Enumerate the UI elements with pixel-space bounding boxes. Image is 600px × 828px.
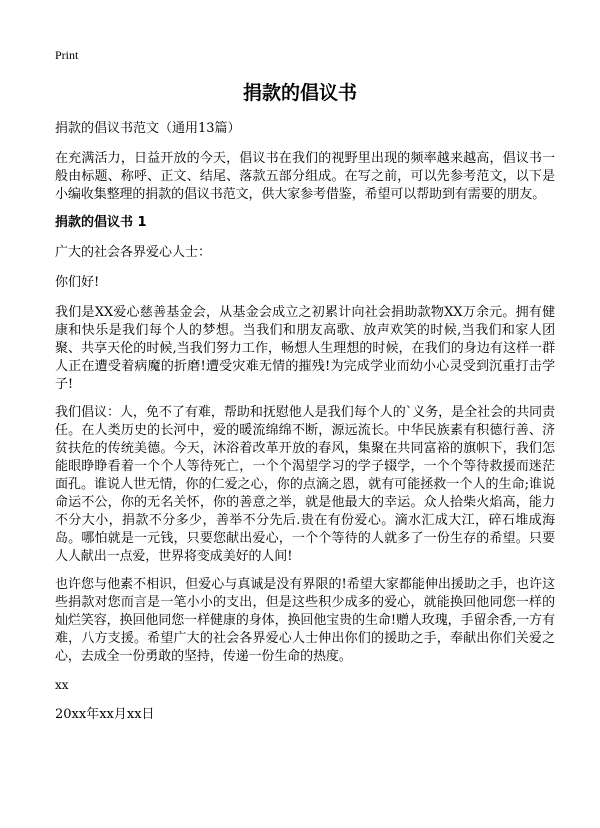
body-paragraph: 也许您与他素不相识，但爱心与真诚是没有界限的!希望大家都能伸出援助之手，也许这些捐款对您而言是一笔小小的支出，但是这些积少成多的爱心，就能换回他同您一样的灿烂笑容，换回他同您一样健康的身体，换回他宝贵的生命!赠人玫瑰，手留余香,一方有难，八方支援。希望广大的社会各界爱心人士伸出你们的援助之手，奉献出你们关爱之心，去成全一份勇敢的坚持，传递一份生命的热度。 — [55, 577, 555, 664]
intro-paragraph: 在充满活力，日益开放的今天，倡议书在我们的视野里出现的频率越来越高，倡议书一般由标题、称呼、正文、结尾、落款五部分组成。在写之前，可以先参考范文，以下是小编收集整理的捐款的倡议书范文，供大家参考借鉴，希望可以帮助到有需要的朋友。 — [55, 151, 555, 202]
signature: xx — [55, 678, 69, 692]
section-heading: 捐款的倡议书 1 — [55, 215, 147, 230]
body-paragraph: 我们倡议：人，免不了有难，帮助和抚慰他人是我们每个人的`义务，是全社会的共同责任。在人类历史的长河中，爱的暖流绵绵不断，源远流长。中华民族素有积德行善、济贫扶危的传统美德。今天，沐浴着改革开放的春风，集聚在共同富裕的旗帜下，我们怎能眼睁睁看着一个个人等待死亡，一个个渴望学习的学子辍学，一个个等待救援而迷茫面孔。谁说人世无情，你的仁爱之心，你的点滴之恩，就有可能拯救一个人的生命;谁说命运不公，你的无名关怀，你的善意之举，就是他最大的幸运。众人拾柴火焰高，能力不分大小，捐款不分多少，善举不分先后.贵在有份爱心。滴水汇成大江，碎石堆成海岛。哪怕就是一元钱，只要您献出爱心，一个个等待的人就多了一份生存的希望。只要人人献出一点爱，世界将变成美好的人间! — [55, 405, 555, 564]
greeting: 你们好! — [55, 275, 100, 290]
salutation: 广大的社会各界爱心人士： — [55, 245, 212, 260]
body-paragraph: 我们是XX爱心慈善基金会，从基金会成立之初累计向社会捐助款物XX万余元。拥有健康和快乐是我们每个人的梦想。当我们和朋友高歌、放声欢笑的时候,当我们和家人团聚、共享天伦的时候,当我们努力工作，畅想人生理想的时候，在我们的身边有这样一群人正在遭受着病魔的折磨!遭受灾难无情的摧残!为完成学业而幼小心灵受到沉重打击学子! — [55, 305, 555, 392]
document-date: 20xx年xx月xx日 — [55, 707, 155, 722]
document-body — [55, 120, 555, 724]
print-link[interactable]: Print — [55, 48, 79, 62]
document-subtitle: 捐款的倡议书范文（通用13篇） — [55, 121, 241, 136]
document-title: 捐款的倡议书 — [242, 82, 357, 104]
